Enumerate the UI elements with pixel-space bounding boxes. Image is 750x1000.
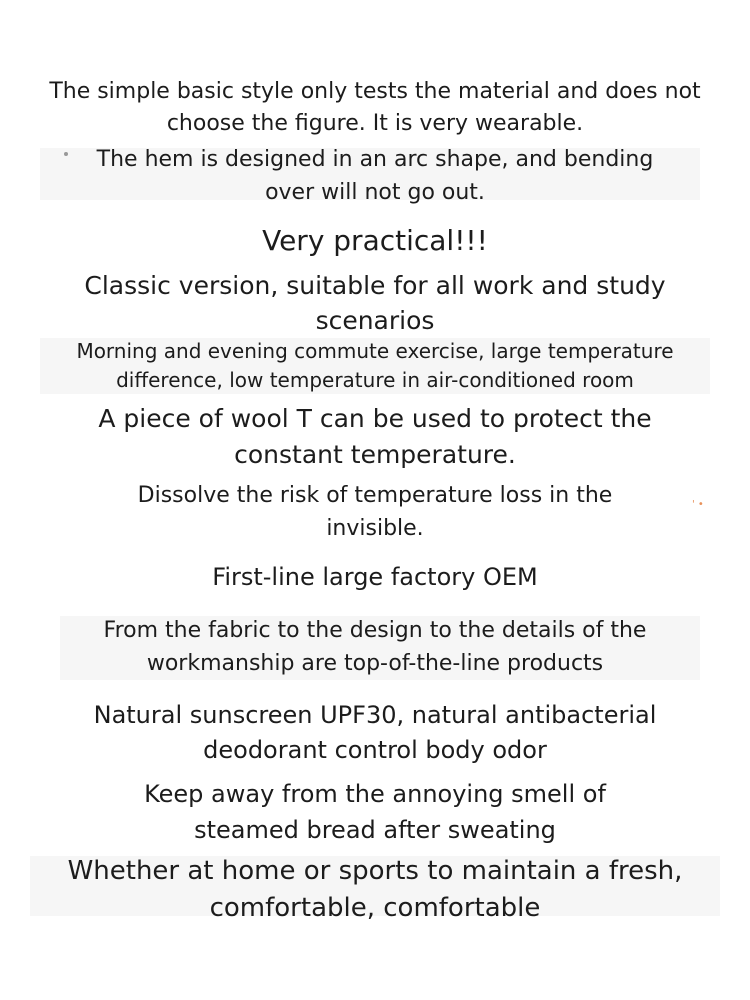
text-line: Keep away from the annoying smell of — [144, 780, 606, 808]
text-line: Classic version, suitable for all work and study — [84, 271, 666, 300]
text-block-classic-version — [0, 268, 750, 338]
text-line: The hem is designed in an arc shape, and bending — [96, 147, 654, 172]
text-block-factory-oem — [0, 560, 750, 594]
text-line: deodorant control body odor — [203, 736, 547, 764]
text-line: Natural sunscreen UPF30, natural antibacterial — [93, 701, 657, 729]
text-line: difference, low temperature in air-conditioned room — [116, 368, 634, 392]
text-block-sunscreen — [0, 698, 750, 768]
text-block-wool-t — [0, 401, 750, 473]
text-block-smell — [0, 776, 750, 848]
text-line: workmanship are top-of-the-line products — [146, 651, 604, 676]
text-line: The simple basic style only tests the material and does not — [49, 79, 701, 104]
text-line: constant temperature. — [234, 440, 516, 469]
text-line: comfortable, comfortable — [209, 893, 541, 923]
text-line: A piece of wool T can be used to protect the — [98, 404, 652, 433]
text-line: From the fabric to the design to the details of the — [103, 618, 647, 643]
text-line: over will not go out. — [265, 180, 485, 205]
orange-mark: ' • — [692, 499, 704, 510]
text-block-hem — [0, 143, 750, 209]
text-line: Dissolve the risk of temperature loss in the — [137, 483, 613, 508]
text-line: steamed bread after sweating — [194, 816, 556, 844]
text-block-dissolve-risk — [0, 479, 750, 545]
text-block-fabric-design — [0, 614, 750, 680]
text-block-practical — [0, 222, 750, 260]
text-line: First-line large factory OEM — [212, 563, 538, 591]
text-line: Whether at home or sports to maintain a fresh, — [67, 856, 683, 886]
text-block-material — [0, 76, 750, 140]
text-line: scenarios — [315, 306, 435, 335]
text-block-fresh-comfortable — [0, 853, 750, 927]
text-block-commute — [0, 337, 750, 395]
text-line: choose the figure. It is very wearable. — [166, 111, 584, 136]
text-line: Morning and evening commute exercise, large temperature — [76, 339, 674, 363]
text-line: invisible. — [326, 516, 424, 541]
text-line: Very practical!!! — [262, 224, 488, 257]
